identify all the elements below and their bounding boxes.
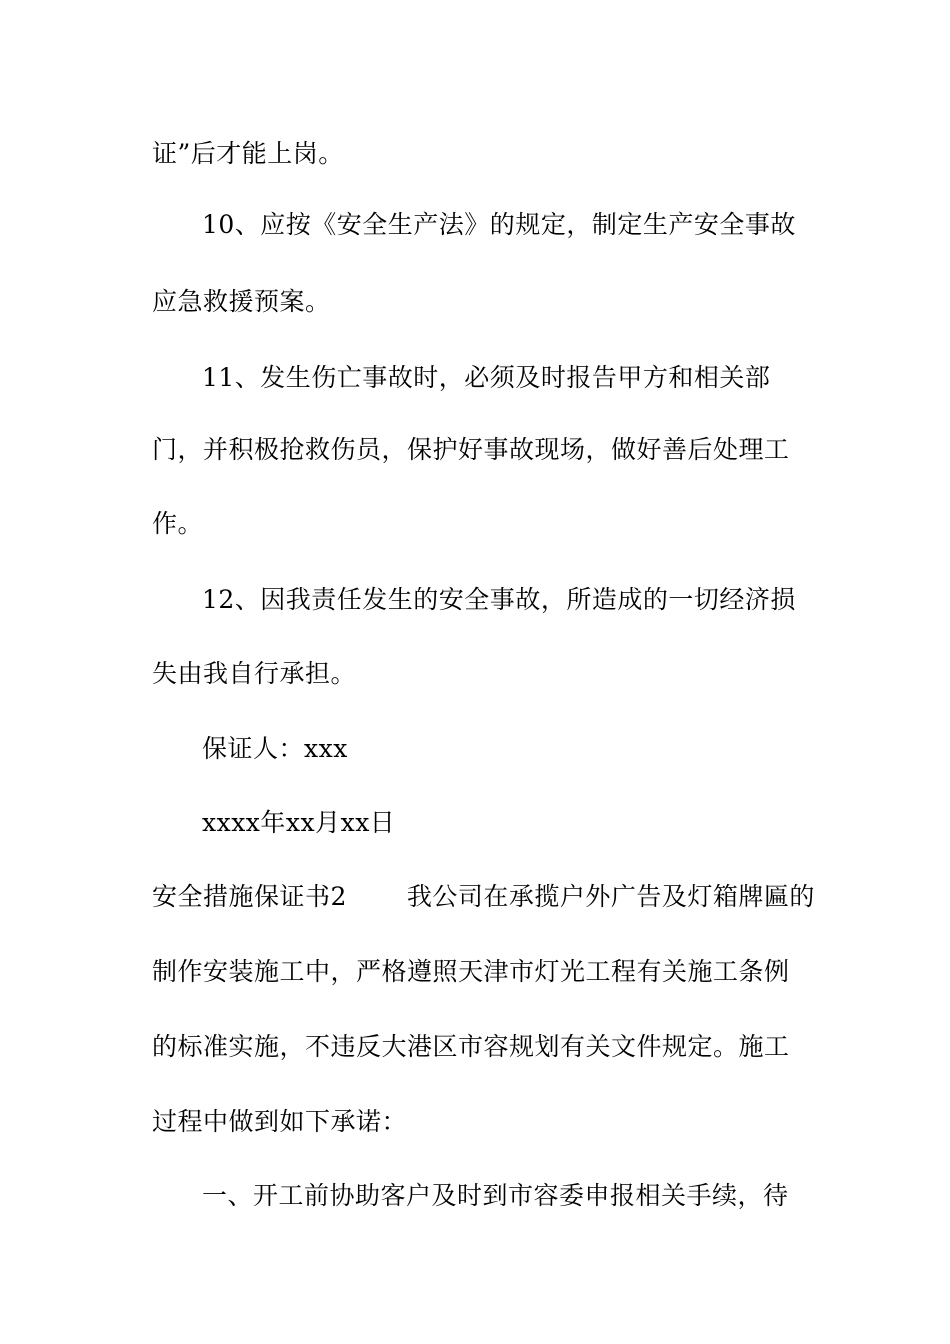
text-line: 我公司在承揽户外广告及灯箱牌匾的 xyxy=(406,882,815,911)
text-line: 一、开工前协助客户及时到市容委申报相关手续，待 xyxy=(202,1181,789,1210)
text-line: 过程中做到如下承诺： xyxy=(152,1107,408,1136)
text-line: 的标准实施，不违反大港区市容规划有关文件规定。施工 xyxy=(152,1032,790,1061)
text-line: 11、发生伤亡事故时，必须及时报告甲方和相关部 xyxy=(202,363,771,392)
section-heading-line xyxy=(152,881,815,913)
text-line: 门，并积极抢救伤员，保护好事故现场，做好善后处理工 xyxy=(152,435,790,464)
text-line: 12、因我责任发生的安全事故，所造成的一切经济损 xyxy=(202,585,796,614)
text-line: 制作安装施工中，严格遵照天津市灯光工程有关施工条例 xyxy=(152,957,790,986)
date-line: xxxx年xx月xx日 xyxy=(202,808,396,837)
section-title: 安全措施保证书2 xyxy=(152,882,347,911)
text-line: 失由我自行承担。 xyxy=(152,659,357,688)
text-line: 作。 xyxy=(152,509,204,538)
text-line: 证”后才能上岗。 xyxy=(152,139,344,168)
text-line: 10、应按《安全生产法》的规定，制定生产安全事故 xyxy=(202,210,796,239)
text-line: 应急救援预案。 xyxy=(152,287,331,316)
signatory-line: 保证人：xxx xyxy=(202,734,348,763)
